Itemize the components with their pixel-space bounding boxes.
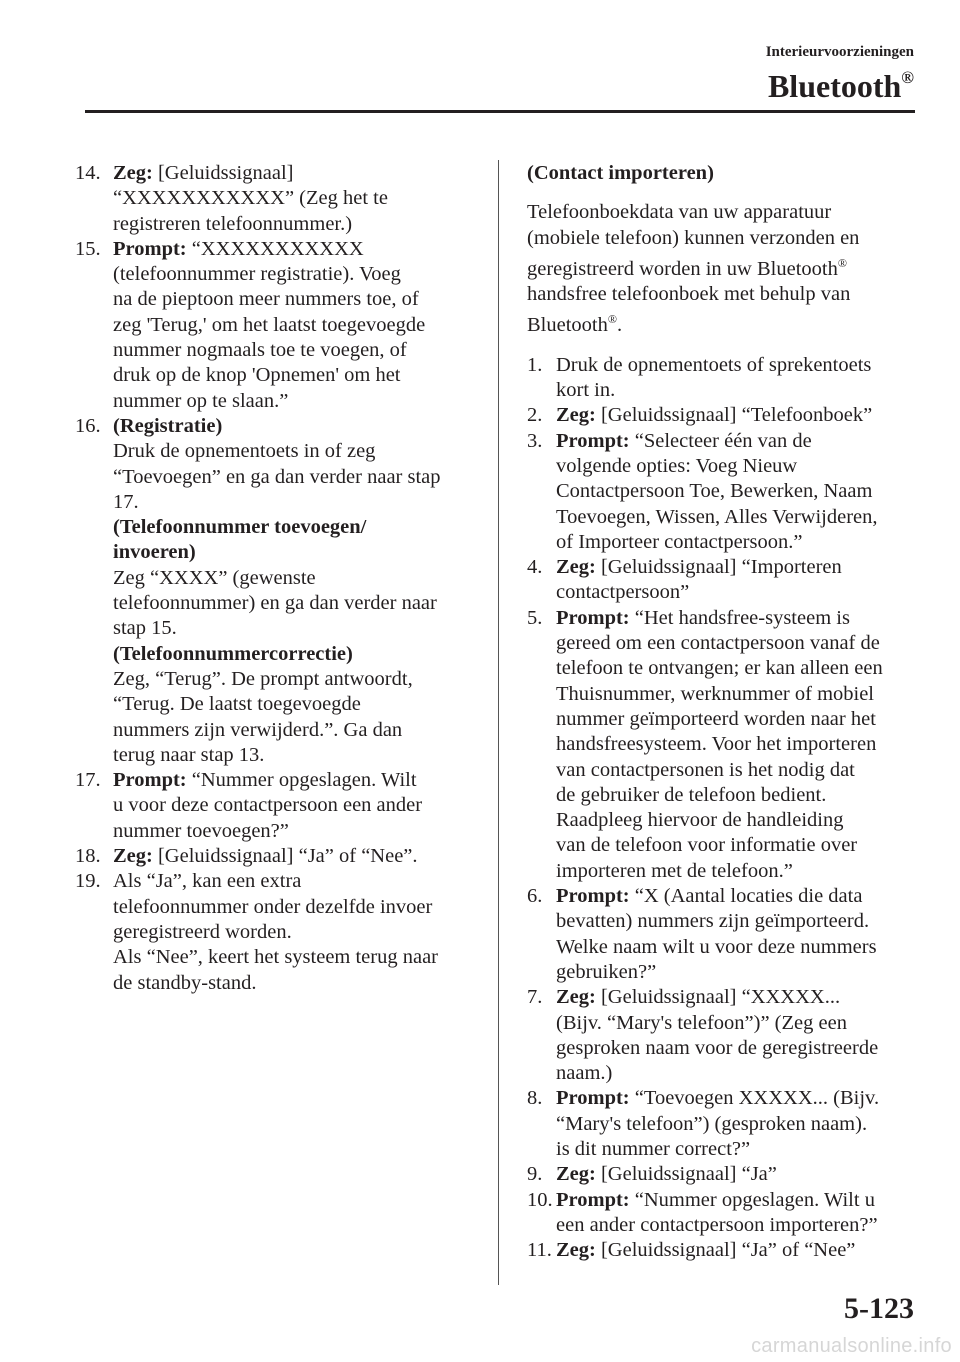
text-line <box>556 1061 922 1086</box>
text-line <box>556 656 922 681</box>
text-line <box>113 642 485 667</box>
text-line <box>556 884 922 909</box>
text-segment: geregistreerd worden in uw Bluetooth <box>527 257 838 280</box>
text-segment: “Selecteer één van de <box>629 429 812 452</box>
text-segment: de standby-stand. <box>113 971 257 994</box>
keyword: (Telefoonnummercorrectie) <box>113 642 353 665</box>
item-number: 10. <box>527 1188 553 1211</box>
text-segment: (Bijv. “Mary's telefoon”)” (Zeg een <box>556 1011 847 1034</box>
text-line <box>556 1112 922 1137</box>
column-divider <box>498 160 499 1285</box>
text-line <box>113 920 485 945</box>
text-segment: Raadpleeg hiervoor de handleiding <box>556 809 844 832</box>
list-item <box>527 1238 922 1263</box>
text-line <box>556 960 922 985</box>
keyword: Zeg: <box>556 1239 596 1262</box>
list-item <box>527 884 922 985</box>
text-line <box>527 282 922 307</box>
registered-mark: ® <box>901 68 914 87</box>
text-segment: “X (Aantal locaties die data <box>629 885 863 908</box>
text-segment: volgende opties: Voeg Nieuw <box>556 454 798 477</box>
item-number: 5. <box>527 606 543 629</box>
item-number: 3. <box>527 429 543 452</box>
keyword: Zeg: <box>556 1163 596 1186</box>
text-line <box>113 971 485 996</box>
text-line <box>113 718 485 743</box>
text-segment: de gebruiker de telefoon bedient. <box>556 783 827 806</box>
text-segment: of Importeer contactpersoon.” <box>556 530 803 553</box>
text-segment: Als “Nee”, keert het systeem terug naar <box>113 946 439 969</box>
list-item <box>527 1086 922 1162</box>
list-item <box>527 403 922 428</box>
list-item <box>527 555 922 606</box>
keyword: Zeg: <box>556 556 596 579</box>
text-line <box>556 1188 922 1213</box>
text-segment: Zeg, “Terug”. De prompt antwoordt, <box>113 667 413 690</box>
text-line <box>556 682 922 707</box>
registered-mark: ® <box>837 255 847 270</box>
keyword: Prompt: <box>556 606 630 629</box>
text-line <box>113 389 485 414</box>
text-segment: [Geluidssignaal] “Ja” of “Nee” <box>595 1239 856 1262</box>
item-text <box>556 1188 922 1239</box>
keyword: Zeg: <box>113 845 153 868</box>
text-line <box>556 1036 922 1061</box>
text-segment: nummer geïmporteerd worden naar het <box>556 707 876 730</box>
item-text <box>556 353 922 404</box>
text-segment: [Geluidssignaal] “Ja” of “Nee”. <box>152 845 418 868</box>
text-line <box>556 833 922 858</box>
text-segment: [Geluidssignaal] “XXXXX... <box>595 986 841 1009</box>
list-item <box>527 1162 922 1187</box>
keyword: Prompt: <box>113 237 187 260</box>
text-segment: Zeg “XXXX” (gewenste <box>113 566 316 589</box>
text-segment: Bluetooth <box>527 314 608 337</box>
text-line <box>113 667 485 692</box>
intro-paragraph <box>527 200 922 338</box>
keyword: Prompt: <box>556 1188 630 1211</box>
list-item <box>527 353 922 404</box>
text-segment: “Terug. De laatst toegevoegde <box>113 693 361 716</box>
text-segment: [Geluidssignaal] <box>152 162 294 184</box>
text-segment: “XXXXXXXXXXX <box>186 237 364 260</box>
registered-mark: ® <box>607 312 617 327</box>
text-segment: Druk de opnementoets in of zeg <box>113 440 376 463</box>
text-segment: handsfree telefoonboek met behulp van <box>527 283 851 306</box>
text-segment: stap 15. <box>113 617 177 640</box>
text-line <box>113 793 485 818</box>
text-line <box>556 1238 922 1263</box>
text-line <box>113 692 485 717</box>
list-item <box>75 768 485 844</box>
keyword: (Telefoonnummer toevoegen/ <box>113 516 367 539</box>
section-label: Interieurvoorzieningen <box>765 44 914 60</box>
text-segment: gebruiken?” <box>556 960 657 983</box>
keyword: Zeg: <box>556 404 596 427</box>
text-line <box>556 985 922 1010</box>
text-line <box>556 707 922 732</box>
text-line <box>556 1162 922 1187</box>
text-line <box>556 606 922 631</box>
item-number: 2. <box>527 404 543 427</box>
list-item <box>75 869 485 995</box>
page-number: 5-123 <box>844 1292 914 1325</box>
text-segment: nummer toevoegen?” <box>113 819 289 842</box>
item-text <box>556 606 922 884</box>
text-segment: zeg 'Terug,' om het laatst toegevoegde <box>113 313 426 336</box>
item-number: 6. <box>527 885 543 908</box>
text-segment: telefoonnummer) en ga dan verder naar <box>113 592 437 615</box>
section-heading: (Contact importeren) <box>527 162 714 184</box>
item-number: 1. <box>527 353 543 376</box>
text-line <box>556 454 922 479</box>
keyword: Prompt: <box>556 429 630 452</box>
item-number: 17. <box>75 769 101 792</box>
text-segment: gereed om een contactpersoon vanaf de <box>556 632 880 655</box>
text-line <box>113 768 485 793</box>
text-line <box>113 363 485 388</box>
text-line <box>113 186 485 211</box>
keyword: Prompt: <box>556 885 630 908</box>
item-number: 15. <box>75 237 101 260</box>
item-number: 9. <box>527 1163 543 1186</box>
keyword: Prompt: <box>556 1087 630 1110</box>
text-line <box>556 378 922 403</box>
page-title <box>768 60 914 104</box>
text-segment: “Nummer opgeslagen. Wilt <box>186 769 417 792</box>
text-segment: bevatten) nummers zijn geïmporteerd. <box>556 910 870 933</box>
text-line <box>113 945 485 970</box>
text-line <box>556 935 922 960</box>
item-number: 7. <box>527 986 543 1009</box>
text-segment: druk op de knop 'Opnemen' om het <box>113 364 401 387</box>
text-line <box>556 403 922 428</box>
text-segment: Thuisnummer, werknummer of mobiel <box>556 682 875 705</box>
text-segment: [Geluidssignaal] “Telefoonboek” <box>595 404 873 427</box>
item-text <box>556 555 922 606</box>
item-text <box>113 161 485 237</box>
text-line <box>556 1011 922 1036</box>
text-segment: nummer nogmaals toe te voegen, of <box>113 339 407 362</box>
text-line <box>113 844 485 869</box>
text-segment: “Het handsfree-systeem is <box>629 606 850 629</box>
text-line <box>556 530 922 555</box>
right-column <box>527 161 922 1263</box>
text-line <box>113 161 485 186</box>
page-title-text: Bluetooth <box>767 68 902 104</box>
text-segment: van de telefoon voor informatie over <box>556 834 858 857</box>
text-line <box>556 479 922 504</box>
item-text <box>113 844 485 869</box>
item-text <box>556 985 922 1086</box>
text-segment: Als “Ja”, kan een extra <box>113 870 302 893</box>
text-line <box>556 909 922 934</box>
list-item <box>75 414 485 768</box>
text-line <box>113 540 485 565</box>
item-text <box>556 403 922 428</box>
text-segment: u voor deze contactpersoon een ander <box>113 794 423 817</box>
text-segment: (telefoonnummer registratie). Voeg <box>113 263 401 286</box>
text-segment: van contactpersonen is het nodig dat <box>556 758 855 781</box>
text-line <box>556 631 922 656</box>
text-line <box>556 505 922 530</box>
text-line <box>113 490 485 515</box>
text-segment: Contactpersoon Toe, Bewerken, Naam <box>556 480 873 503</box>
item-number: 18. <box>75 845 101 868</box>
text-segment: “Nummer opgeslagen. Wilt u <box>629 1188 875 1211</box>
text-line <box>527 226 922 251</box>
text-segment: “XXXXXXXXXXX” (Zeg het te <box>113 187 388 210</box>
item-number: 19. <box>75 870 101 893</box>
text-line <box>113 616 485 641</box>
text-segment: gesproken naam voor de geregistreerde <box>556 1036 879 1059</box>
left-column <box>75 161 485 996</box>
step-list <box>527 353 922 1264</box>
text-segment: “Mary's telefoon”) (gesproken naam). <box>556 1112 868 1135</box>
text-line <box>113 338 485 363</box>
text-line <box>113 287 485 312</box>
text-segment: contactpersoon” <box>556 581 690 604</box>
text-line <box>113 743 485 768</box>
text-segment: kort in. <box>556 379 616 402</box>
text-segment: nummers zijn verwijderd.”. Ga dan <box>113 718 403 741</box>
text-segment: importeren met de telefoon.” <box>556 859 793 882</box>
text-line <box>113 439 485 464</box>
list-item <box>75 844 485 869</box>
text-segment: (mobiele telefoon) kunnen verzonden en <box>527 226 860 249</box>
text-line <box>556 353 922 378</box>
text-line <box>556 783 922 808</box>
list-item <box>75 237 485 414</box>
text-segment: registreren telefoonnummer.) <box>113 212 353 235</box>
text-line <box>113 895 485 920</box>
text-line <box>556 1086 922 1111</box>
text-segment: is dit nummer correct?” <box>556 1137 751 1160</box>
list-item <box>527 429 922 555</box>
keyword: invoeren) <box>113 541 196 564</box>
item-text <box>113 237 485 414</box>
text-line <box>556 1137 922 1162</box>
text-line <box>113 515 485 540</box>
item-text <box>556 884 922 985</box>
text-segment: handsfreesysteem. Voor het importeren <box>556 733 877 756</box>
list-item <box>527 1188 922 1239</box>
keyword: Zeg: <box>113 162 153 184</box>
list-item <box>527 985 922 1086</box>
text-line <box>527 307 922 338</box>
text-segment: “Toevoegen” en ga dan verder naar stap <box>113 465 441 488</box>
text-line <box>113 591 485 616</box>
item-text <box>113 768 485 844</box>
text-segment: Toevoegen, Wissen, Alles Verwijderen, <box>556 505 878 528</box>
text-segment: geregistreerd worden. <box>113 920 292 943</box>
header-rule <box>85 110 915 113</box>
text-line <box>113 566 485 591</box>
text-line <box>113 237 485 262</box>
text-segment: 17. <box>113 490 139 513</box>
text-line <box>527 200 922 225</box>
text-segment: [Geluidssignaal] “Importeren <box>595 556 842 579</box>
text-line <box>527 251 922 282</box>
text-segment: een ander contactpersoon importeren?” <box>556 1213 878 1236</box>
text-segment: . <box>616 314 623 337</box>
text-segment: telefoonnummer onder dezelfde invoer <box>113 895 433 918</box>
keyword: Zeg: <box>556 986 596 1009</box>
text-segment: Druk de opnementoets of sprekentoets <box>556 353 872 376</box>
item-number: 11. <box>527 1239 552 1262</box>
item-number: 4. <box>527 556 543 579</box>
keyword: Prompt: <box>113 769 187 792</box>
text-line <box>556 580 922 605</box>
text-line <box>556 758 922 783</box>
text-line <box>556 555 922 580</box>
text-line <box>556 1213 922 1238</box>
text-segment: “Toevoegen XXXXX... (Bijv. <box>629 1087 880 1110</box>
watermark: carmanualsonline.info <box>751 1335 952 1357</box>
text-segment: naam.) <box>556 1062 613 1085</box>
text-segment: telefoon te ontvangen; er kan alleen een <box>556 657 883 680</box>
item-number: 14. <box>75 162 101 184</box>
list-item <box>527 606 922 884</box>
text-line <box>556 732 922 757</box>
text-segment: terug naar stap 13. <box>113 743 265 766</box>
text-line <box>113 212 485 237</box>
text-line <box>113 465 485 490</box>
item-text <box>556 429 922 555</box>
text-line <box>556 859 922 884</box>
item-text <box>113 414 485 768</box>
text-line <box>113 313 485 338</box>
list-item <box>75 161 485 237</box>
item-text <box>113 869 485 995</box>
text-segment: [Geluidssignaal] “Ja” <box>595 1163 777 1186</box>
text-segment: Welke naam wilt u voor deze nummers <box>556 935 877 958</box>
text-segment: na de pieptoon meer nummers toe, of <box>113 288 419 311</box>
text-segment: nummer op te slaan.” <box>113 389 289 412</box>
text-line <box>113 262 485 287</box>
text-line <box>113 869 485 894</box>
text-line <box>113 819 485 844</box>
text-line <box>556 808 922 833</box>
keyword: (Registratie) <box>113 414 223 437</box>
text-line <box>113 414 485 439</box>
text-line <box>556 429 922 454</box>
item-text <box>556 1086 922 1162</box>
item-number: 16. <box>75 414 101 437</box>
text-segment: Telefoonboekdata van uw apparatuur <box>527 201 832 224</box>
item-text <box>556 1238 922 1263</box>
item-number: 8. <box>527 1087 543 1110</box>
item-text <box>556 1162 922 1187</box>
